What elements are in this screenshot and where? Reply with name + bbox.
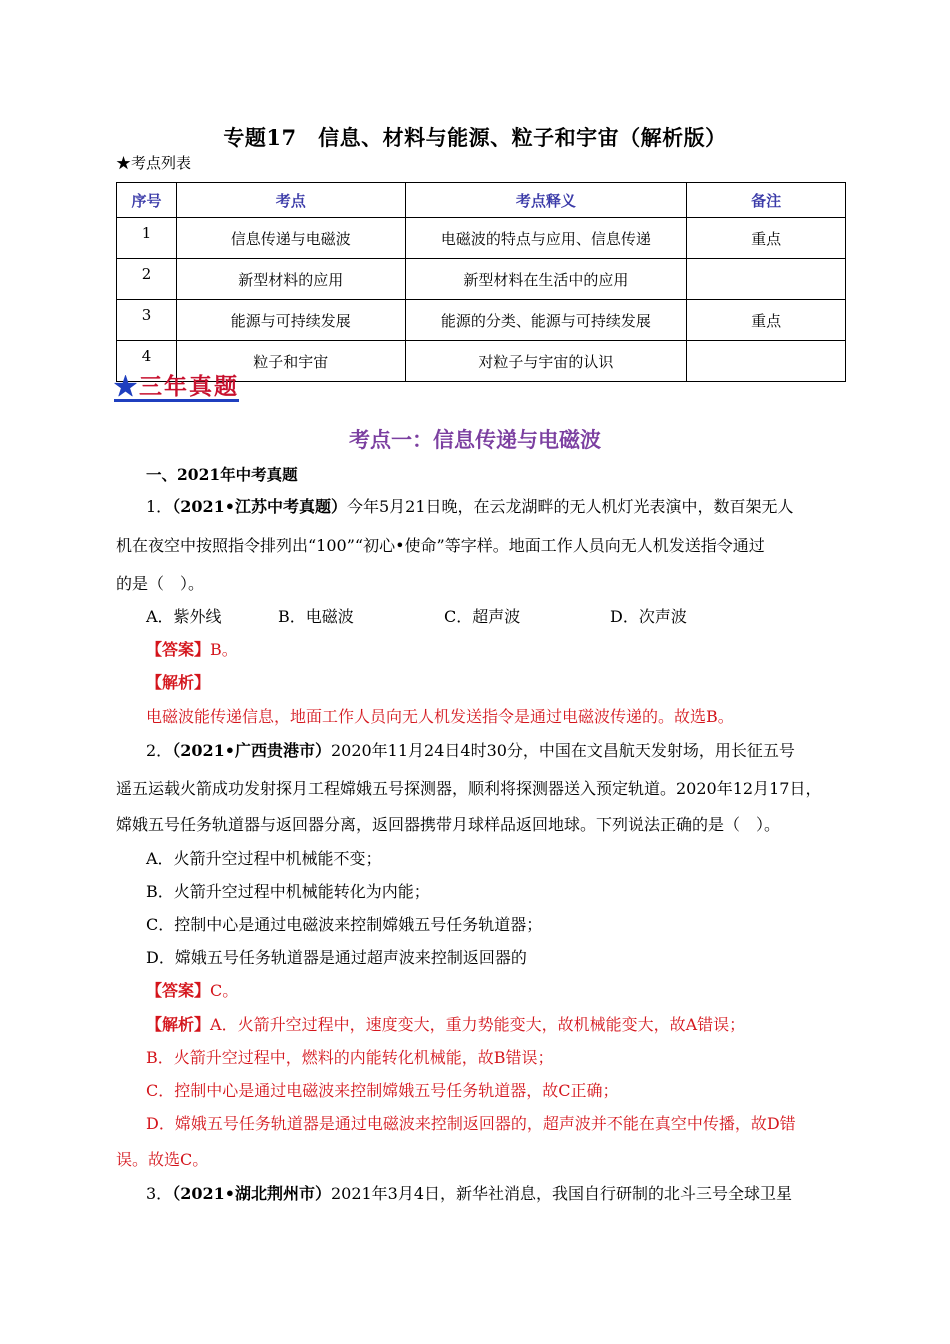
question-text: 2021年3月4日，新华社消息，我国自行研制的北斗三号全球卫星: [330, 1184, 793, 1203]
answer-line: [146, 637, 238, 660]
table-cell: [687, 341, 846, 382]
banner-text: 三年真题: [139, 373, 239, 400]
table-cell: 3: [117, 300, 177, 341]
table-row: [117, 300, 846, 341]
table-cell: 4: [117, 341, 177, 382]
option-b: B．电磁波: [278, 607, 354, 626]
table-cell: 重点: [687, 218, 846, 259]
option-d: D．次声波: [610, 607, 687, 626]
table-cell: 信息传递与电磁波: [176, 218, 405, 259]
table-cell: 新型材料在生活中的应用: [405, 259, 687, 300]
table-header: 考点: [176, 183, 405, 218]
table-cell: 1: [117, 218, 177, 259]
analysis-label: 【解析】: [146, 1015, 211, 1034]
table-row: [117, 218, 846, 259]
section-title: 考点一：信息传递与电磁波: [349, 427, 601, 452]
table-cell: 重点: [687, 300, 846, 341]
question-number: 3．: [146, 1184, 173, 1203]
analysis-label: 【解析】: [146, 673, 211, 692]
answer-value: C。: [210, 981, 239, 1000]
table-row: [117, 259, 846, 300]
analysis-line-2: B．火箭升空过程中，燃料的内能转化机械能，故B错误；: [146, 1048, 554, 1067]
question-source: （2021•江苏中考真题）: [172, 497, 347, 516]
table-header: 考点释义: [405, 183, 687, 218]
analysis-line-4: D．嫦娥五号任务轨道器是通过电磁波来控制返回器的，超声波并不能在真空中传播，故D错: [146, 1114, 796, 1133]
question-2-line-1: [146, 738, 795, 761]
list-label: ★考点列表: [116, 154, 192, 172]
question-source: （2021•广西贵港市）: [172, 741, 331, 760]
analysis-line-3: C．控制中心是通过电磁波来控制嫦娥五号任务轨道器，故C正确；: [146, 1081, 619, 1100]
answer-label: 【答案】: [146, 640, 211, 659]
option-a: A．火箭升空过程中机械能不变；: [146, 849, 382, 868]
table-cell: 对粒子与宇宙的认识: [405, 341, 687, 382]
table-cell: 粒子和宇宙: [176, 341, 405, 382]
table-header: 序号: [117, 183, 177, 218]
analysis-text: A．火箭升空过程中，速度变大，重力势能变大，故机械能变大，故A错误；: [210, 1015, 746, 1034]
table-header-row: [117, 183, 846, 218]
option-b: B．火箭升空过程中机械能转化为内能；: [146, 882, 430, 901]
topic-table: [116, 182, 846, 382]
star-icon: ★: [114, 373, 139, 400]
table-cell: 2: [117, 259, 177, 300]
table-header: 备注: [687, 183, 846, 218]
analysis-text: 电磁波能传递信息，地面工作人员向无人机发送指令是通过电磁波传递的。故选B。: [146, 707, 734, 726]
question-3-line-1: [146, 1181, 792, 1204]
page-title: 专题17 信息、材料与能源、粒子和宇宙（解析版）: [223, 125, 727, 150]
table-cell: 电磁波的特点与应用、信息传递: [405, 218, 687, 259]
question-text: 今年5月21日晚，在云龙湖畔的无人机灯光表演中，数百架无人: [346, 497, 794, 516]
question-number: 2．: [146, 741, 173, 760]
analysis-line-1: [146, 1012, 745, 1035]
table-cell: 能源与可持续发展: [176, 300, 405, 341]
subheading: 一、2021年中考真题: [146, 465, 298, 484]
question-1-line-1: [146, 494, 794, 517]
section-banner: [114, 368, 239, 401]
table-cell: 新型材料的应用: [176, 259, 405, 300]
answer-line: [146, 978, 238, 1001]
question-number: 1．: [146, 497, 173, 516]
answer-label: 【答案】: [146, 981, 211, 1000]
question-text: 2020年11月24日4时30分，中国在文昌航天发射场，用长征五号: [330, 741, 795, 760]
question-source: （2021•湖北荆州市）: [172, 1184, 331, 1203]
option-c: C．超声波: [444, 607, 521, 626]
question-2-line-3: 嫦娥五号任务轨道器与返回器分离，返回器携带月球样品返回地球。下列说法正确的是（ ）。: [116, 815, 781, 834]
question-2-line-2: 遥五运载火箭成功发射探月工程嫦娥五号探测器，顺利将探测器送入预定轨道。2020年12月17日，: [116, 779, 822, 798]
option-a: A．紫外线: [146, 607, 222, 626]
question-1-line-2: 机在夜空中按照指令排列出“100”“初心•使命”等字样。地面工作人员向无人机发送指令通过: [116, 536, 765, 555]
question-1-line-3: 的是（ ）。: [116, 574, 205, 593]
table-cell: [687, 259, 846, 300]
option-d: D．嫦娥五号任务轨道器是通过超声波来控制返回器的: [146, 948, 527, 967]
option-c: C．控制中心是通过电磁波来控制嫦娥五号任务轨道器；: [146, 915, 543, 934]
analysis-line-5: 误。故选C。: [116, 1150, 209, 1169]
table-cell: 能源的分类、能源与可持续发展: [405, 300, 687, 341]
answer-value: B。: [210, 640, 238, 659]
